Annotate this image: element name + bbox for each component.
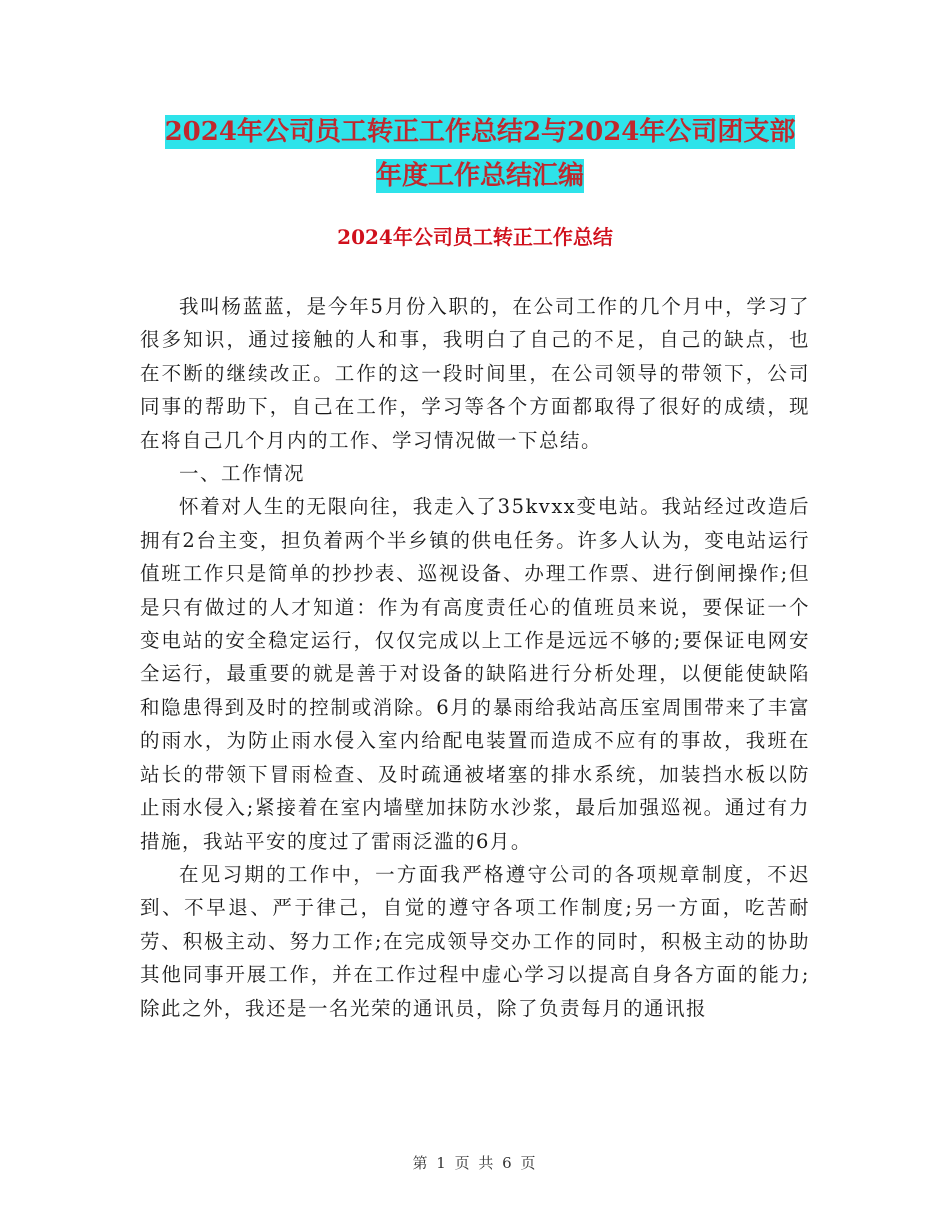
- paragraph-heading-work: 一、工作情况: [179, 462, 306, 486]
- document-title-line-1: 2024年公司员工转正工作总结2与2024年公司团支部: [164, 117, 796, 147]
- paragraph-work-details: 怀着对人生的无限向往，我走入了35kvxx变电站。我站经过改造后拥有2台主变，担负着两个半乡镇的供电任务。许多人认为，变电站运行值班工作只是简单的抄抄表、巡视设备、办理工作票、进行倒闸操作;但是只有做过的人才知道：作为有高度责任心的值班员来说，要保证一个变电站的安全稳定运行，仅仅完成以上工作是远远不够的;要保证电网安全运行，最重要的就是善于对设备的缺陷进行分析处理，以便能使缺陷和隐患得到及时的控制或消除。6月的暴雨给我站高压室周围带来了丰富的雨水，为防止雨水侵入室内给配电装置而造成不应有的事故，我班在站长的带领下冒雨检查、及时疏通被堵塞的排水系统，加装挡水板以防止雨水侵入;紧接着在室内墙壁加抹防水沙浆，最后加强巡视。通过有力措施，我站平安的度过了雷雨泛滥的6月。: [140, 495, 810, 853]
- paragraph-internship: 在见习期的工作中，一方面我严格遵守公司的各项规章制度，不迟到、不早退、严于律己，自觉的遵守各项工作制度;另一方面，吃苦耐劳、积极主动、努力工作;在完成领导交办工作的同时，积极主动的协助其他同事开展工作，并在工作过程中虚心学习以提高自身各方面的能力;除此之外，我还是一名光荣的通讯员，除了负责每月的通讯报: [140, 862, 810, 1020]
- document-title: [140, 110, 820, 198]
- document-body: [140, 290, 810, 1025]
- page-footer: 第 1 页 共 6 页: [412, 1154, 538, 1172]
- paragraph-intro: 我叫杨蓝蓝，是今年5月份入职的，在公司工作的几个月中，学习了很多知识，通过接触的人和事，我明白了自己的不足，自己的缺点，也在不断的继续改正。工作的这一段时间里，在公司领导的带领下，公司同事的帮助下，自己在工作，学习等各个方面都取得了很好的成绩，现在将自己几个月内的工作、学习情况做一下总结。: [140, 295, 810, 452]
- section-title: 2024年公司员工转正工作总结: [337, 225, 613, 249]
- document-title-line-2: 年度工作总结汇编: [375, 161, 584, 191]
